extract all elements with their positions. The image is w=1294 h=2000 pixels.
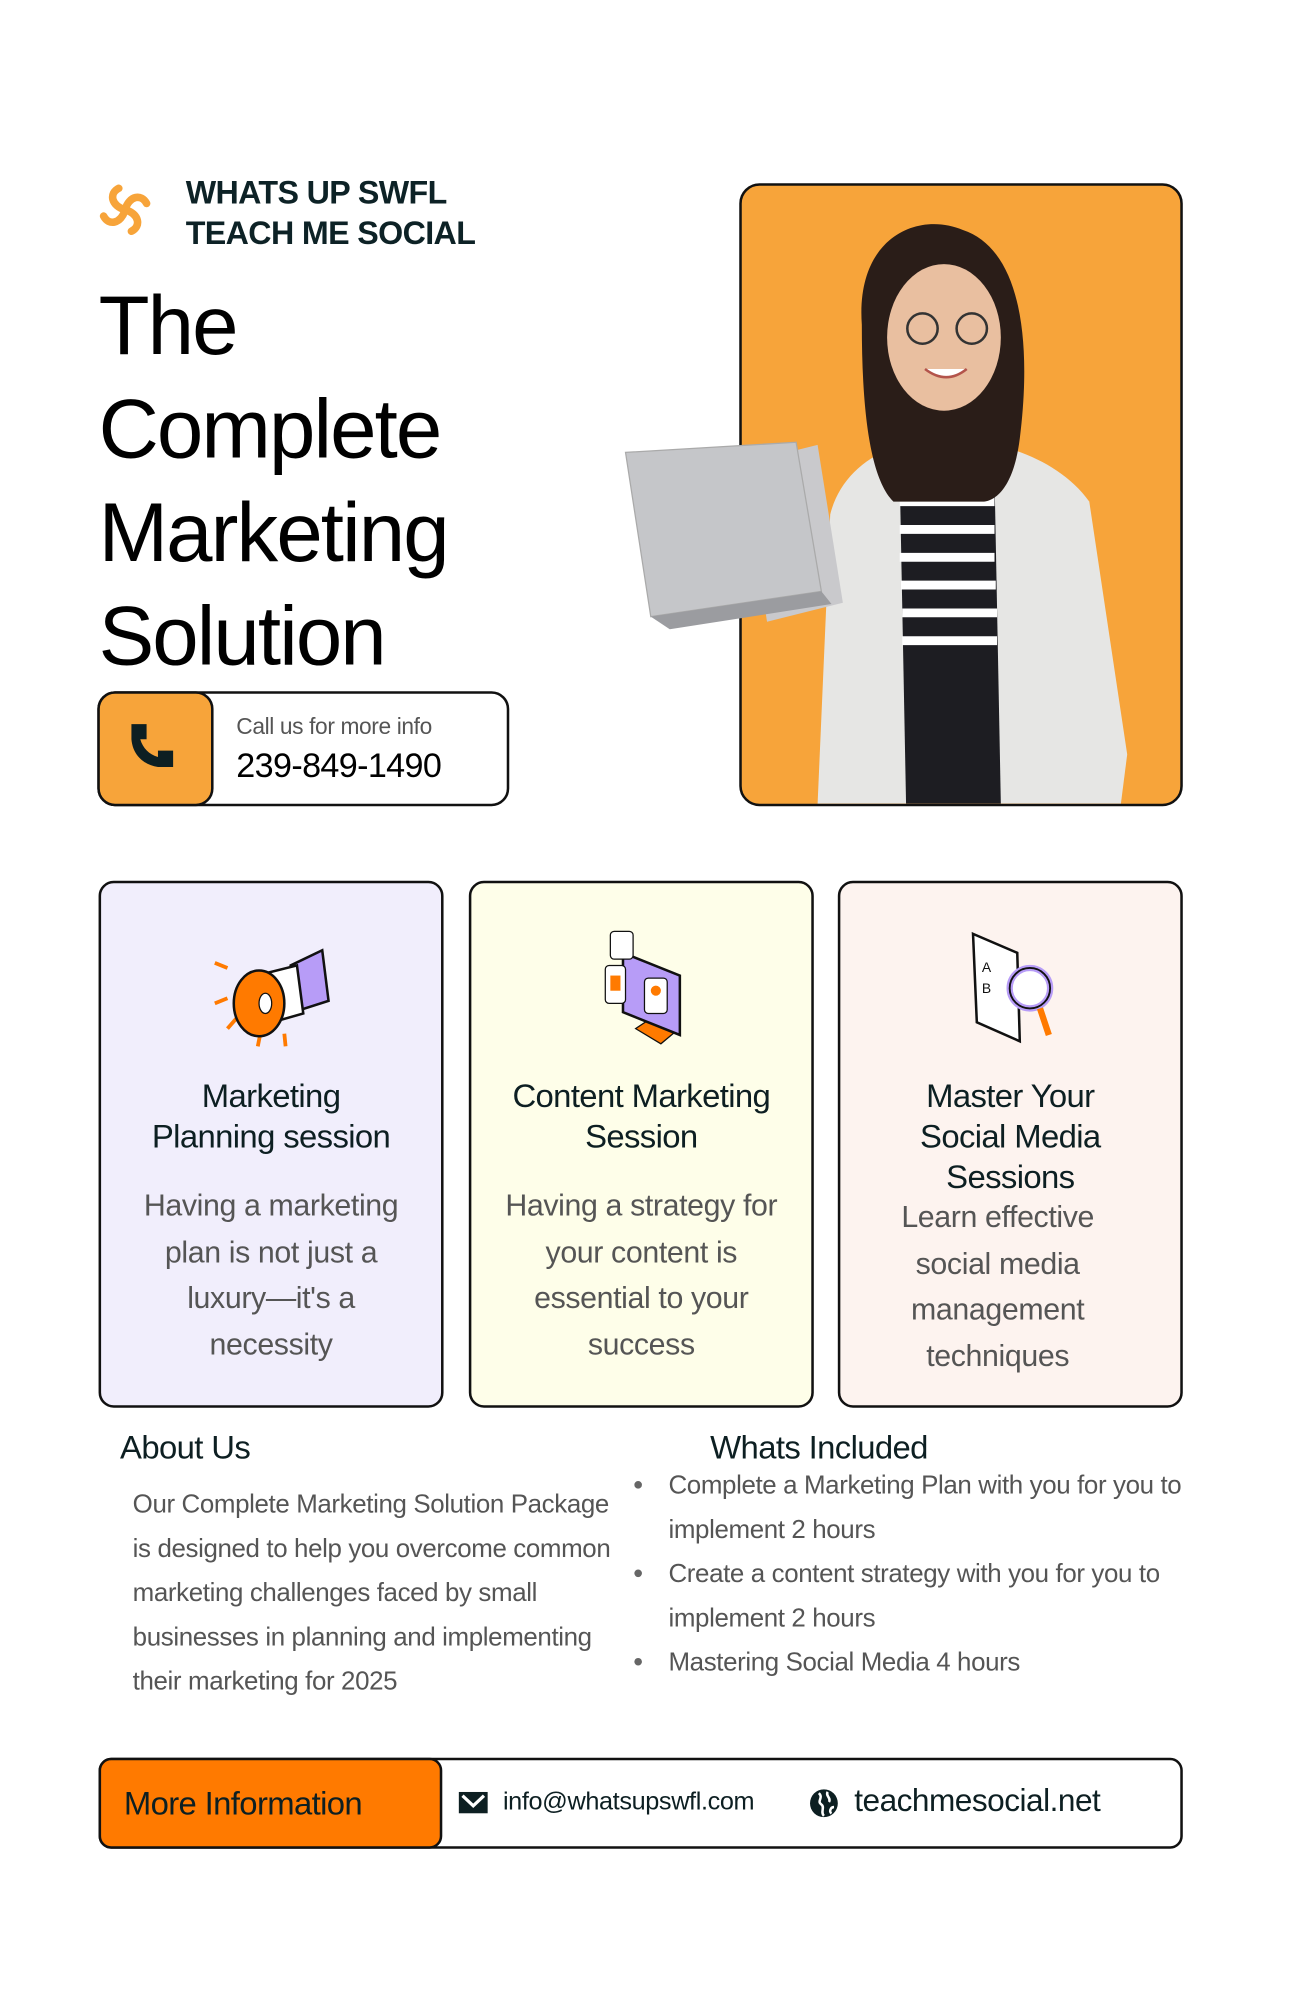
list-item: Create a content strategy with you for you to implement 2 hours [632, 1552, 1201, 1640]
card-marketing-planning [99, 881, 444, 1408]
card-content-marketing [469, 881, 814, 1408]
svg-text:B: B [981, 980, 992, 997]
svg-text:A: A [981, 958, 992, 975]
title-line: Complete [98, 381, 441, 476]
card-body: Having a strategy for your content is essential to your success [505, 1189, 778, 1362]
card-body: Having a marketing plan is not just a luxury—it's a necessity [143, 1189, 399, 1362]
brand-line-2: TEACH ME SOCIAL [185, 216, 476, 252]
more-information-button[interactable]: More Information [99, 1758, 443, 1849]
brand-logo-icon [99, 183, 152, 236]
card-title: Master Your Social Media Sessions [920, 1076, 1101, 1196]
content-screen-icon [471, 928, 811, 1048]
included-heading: Whats Included [710, 1427, 928, 1466]
email-icon [459, 1792, 488, 1813]
laptop-image [619, 440, 834, 649]
email-link[interactable]: info@whatsupswfl.com [502, 1788, 755, 1816]
page-title [99, 273, 448, 687]
call-box[interactable] [97, 691, 509, 806]
card-title: Marketing Planning session [151, 1076, 391, 1155]
phone-number[interactable]: 239-849-1490 [236, 746, 442, 785]
phone-icon [97, 691, 213, 806]
about-text: Our Complete Marketing Solution Package is designed to help you overcome common marketing challenges faced by small businesses in planning and implementing their marketing for 2025 [132, 1489, 611, 1696]
about-heading: About Us [120, 1427, 251, 1466]
brand-line-1: WHATS UP SWFL [185, 175, 447, 212]
title-line: Solution [98, 588, 385, 683]
title-line: Marketing [98, 485, 448, 579]
list-item: Mastering Social Media 4 hours [632, 1640, 1201, 1684]
megaphone-icon [101, 928, 441, 1048]
included-list [632, 1463, 1201, 1684]
website-link[interactable]: teachmesocial.net [854, 1783, 1101, 1819]
globe-icon [809, 1788, 839, 1818]
contact-bar [99, 1758, 1183, 1849]
title-line: The [98, 278, 237, 372]
card-social-media [838, 881, 1183, 1408]
card-title: Content Marketing Session [512, 1076, 771, 1155]
list-item: Complete a Marketing Plan with you for you to implement 2 hours [632, 1463, 1201, 1551]
call-label: Call us for more info [236, 713, 432, 740]
card-body: Learn effective social media management techniques [901, 1200, 1095, 1373]
ab-test-magnifier-icon [840, 928, 1180, 1048]
brand-name [186, 173, 475, 254]
